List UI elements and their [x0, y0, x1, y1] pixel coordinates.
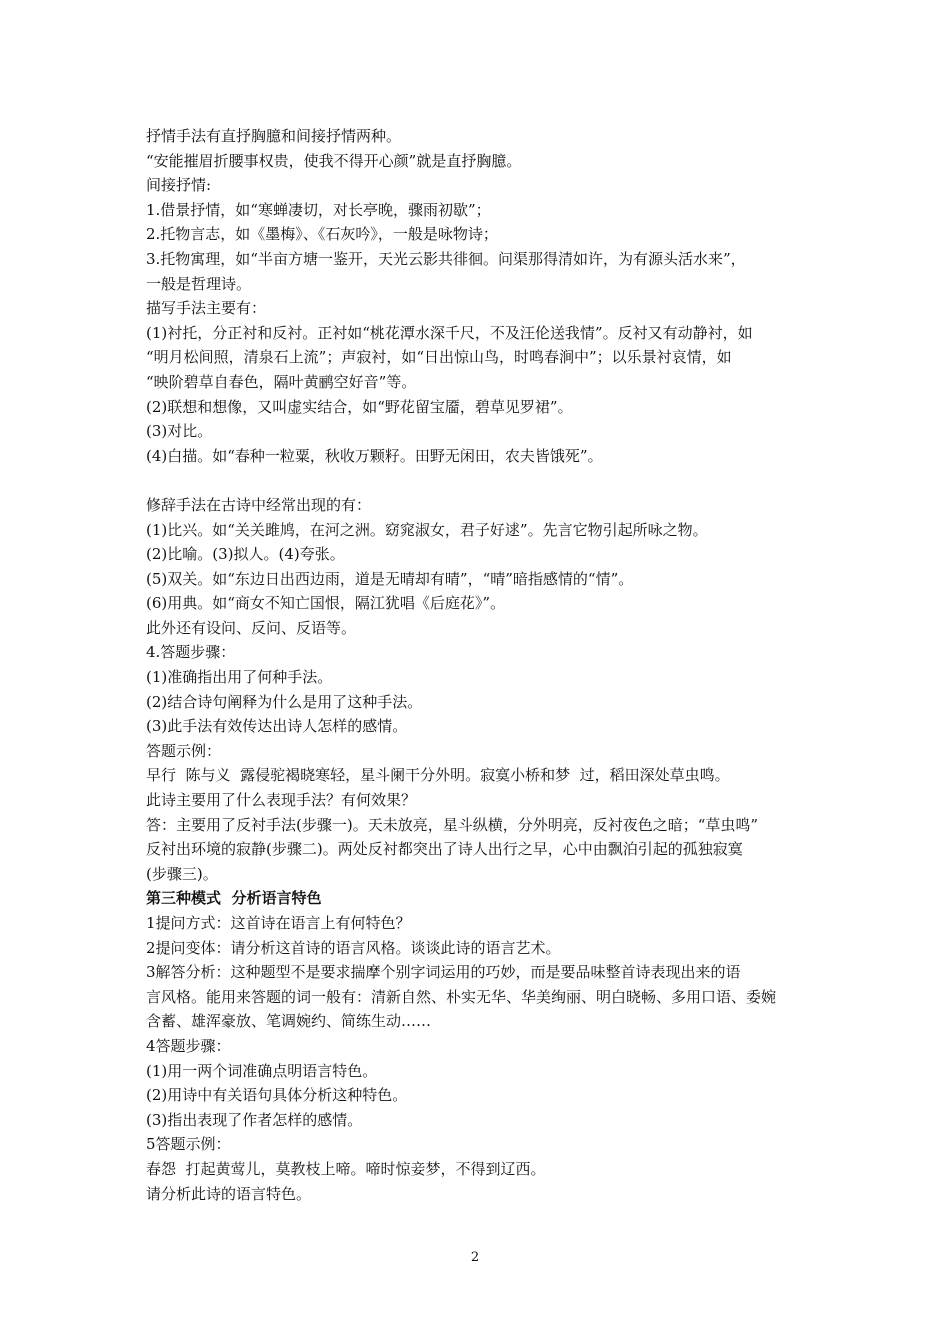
text-line: 4.答题步骤： [146, 643, 236, 662]
text-line: (1)准确指出用了何种手法。 [146, 668, 333, 687]
text-line: 修辞手法在古诗中经常出现的有： [146, 495, 372, 514]
text-line: 春怨 打起黄莺儿，莫教枝上啼。啼时惊妾梦，不得到辽西。 [146, 1159, 546, 1178]
text-line: 描写手法主要有： [146, 299, 267, 318]
text-line: 间接抒情: [146, 176, 212, 195]
text-line: “映阶碧草自春色，隔叶黄鹂空好音”等。 [146, 372, 417, 391]
text-line: 5答题示例： [146, 1135, 231, 1154]
body-text [146, 124, 816, 1206]
text-line: (2)用诗中有关语句具体分析这种特色。 [146, 1086, 408, 1105]
text-line: 此外还有设问、反问、反语等。 [146, 618, 357, 637]
text-line: 1提问方式：这首诗在语言上有何特色？ [146, 914, 411, 932]
text-line: (5)双关。如“东边日出西边雨，道是无晴却有晴”，“晴”暗指感情的“情”。 [146, 569, 634, 588]
text-line: 此诗主要用了什么表现手法？有何效果？ [146, 791, 417, 810]
text-line: (6)用典。如“商女不知亡国恨，隔江犹唱《后庭花》”。 [146, 594, 506, 613]
text-line: (4)白描。如“春种一粒粟，秋收万颗籽。田野无闲田，农夫皆饿死”。 [146, 446, 603, 465]
text-line: (2)联想和想像，又叫虚实结合，如“野花留宝靥，碧草见罗裙”。 [146, 397, 573, 416]
text-line: “安能摧眉折腰事权贵，使我不得开心颜”就是直抒胸臆。 [146, 151, 522, 170]
text-line: 1.借景抒情，如“寒蝉凄切，对长亭晚，骤雨初歇”； [146, 200, 491, 219]
text-line: (3)此手法有效传达出诗人怎样的感情。 [146, 717, 408, 736]
text-line: 反衬出环境的寂静(步骤二)。两处反衬都突出了诗人出行之早，心中由飘泊引起的孤独寂寞 [146, 840, 743, 859]
text-line: 答题示例： [146, 741, 222, 760]
text-line: (2)比喻。(3)拟人。(4)夸张。 [146, 545, 345, 564]
text-line: 3.托物寓理，如“半亩方塘一鉴开，天光云影共徘徊。问渠那得清如许，为有源头活水来”， [146, 249, 746, 268]
text-line: (步骤三)。 [146, 864, 218, 883]
section-heading: 第三种模式 分析语言特色 [146, 889, 322, 908]
text-line: (1)比兴。如“关关雎鸠，在河之洲。窈窕淑女，君子好逑”。先言它物引起所咏之物。 [146, 520, 708, 539]
text-line: (2)结合诗句阐释为什么是用了这种手法。 [146, 692, 423, 711]
text-line: 4答题步骤： [146, 1036, 231, 1055]
text-line: 早行 陈与义 露侵驼褐晓寒轻，星斗阑干分外明。寂寞小桥和梦 过，稻田深处草虫鸣。 [146, 766, 730, 785]
text-line: 含蓄、雄浑豪放、笔调婉约、简练生动…… [146, 1012, 432, 1031]
text-line: 答：主要用了反衬手法(步骤一)。天未放亮，星斗纵横，分外明亮，反衬夜色之暗；“草虫鸣” [146, 815, 759, 834]
text-line: (3)指出表现了作者怎样的感情。 [146, 1110, 363, 1129]
text-line: (1)衬托，分正衬和反衬。正衬如“桃花潭水深千尺，不及汪伦送我情”。反衬又有动静衬，如 [146, 323, 753, 342]
text-line: 言风格。能用来答题的词一般有：清新自然、朴实无华、华美绚丽、明白晓畅、多用口语、委婉 [146, 987, 777, 1006]
text-line: “明月松间照，清泉石上流”；声寂衬，如“日出惊山鸟，时鸣春涧中”；以乐景衬哀情，如 [146, 348, 732, 367]
text-line: 2提问变体：请分析这首诗的语言风格。谈谈此诗的语言艺术。 [146, 938, 561, 957]
text-line: 请分析此诗的语言特色。 [146, 1184, 312, 1203]
blank-line [146, 468, 816, 493]
text-line: 2.托物言志，如《墨梅》、《石灰吟》，一般是咏物诗； [146, 225, 498, 244]
text-line: 一般是哲理诗。 [146, 274, 252, 293]
text-line: 抒情手法有直抒胸臆和间接抒情两种。 [146, 127, 402, 145]
text-line: 3解答分析：这种题型不是要求揣摩个别字词运用的巧妙，而是要品味整首诗表现出来的语 [146, 963, 741, 982]
text-line: (3)对比。 [146, 422, 213, 441]
page-number: 2 [470, 1250, 480, 1265]
text-line: (1)用一两个词准确点明语言特色。 [146, 1061, 378, 1080]
